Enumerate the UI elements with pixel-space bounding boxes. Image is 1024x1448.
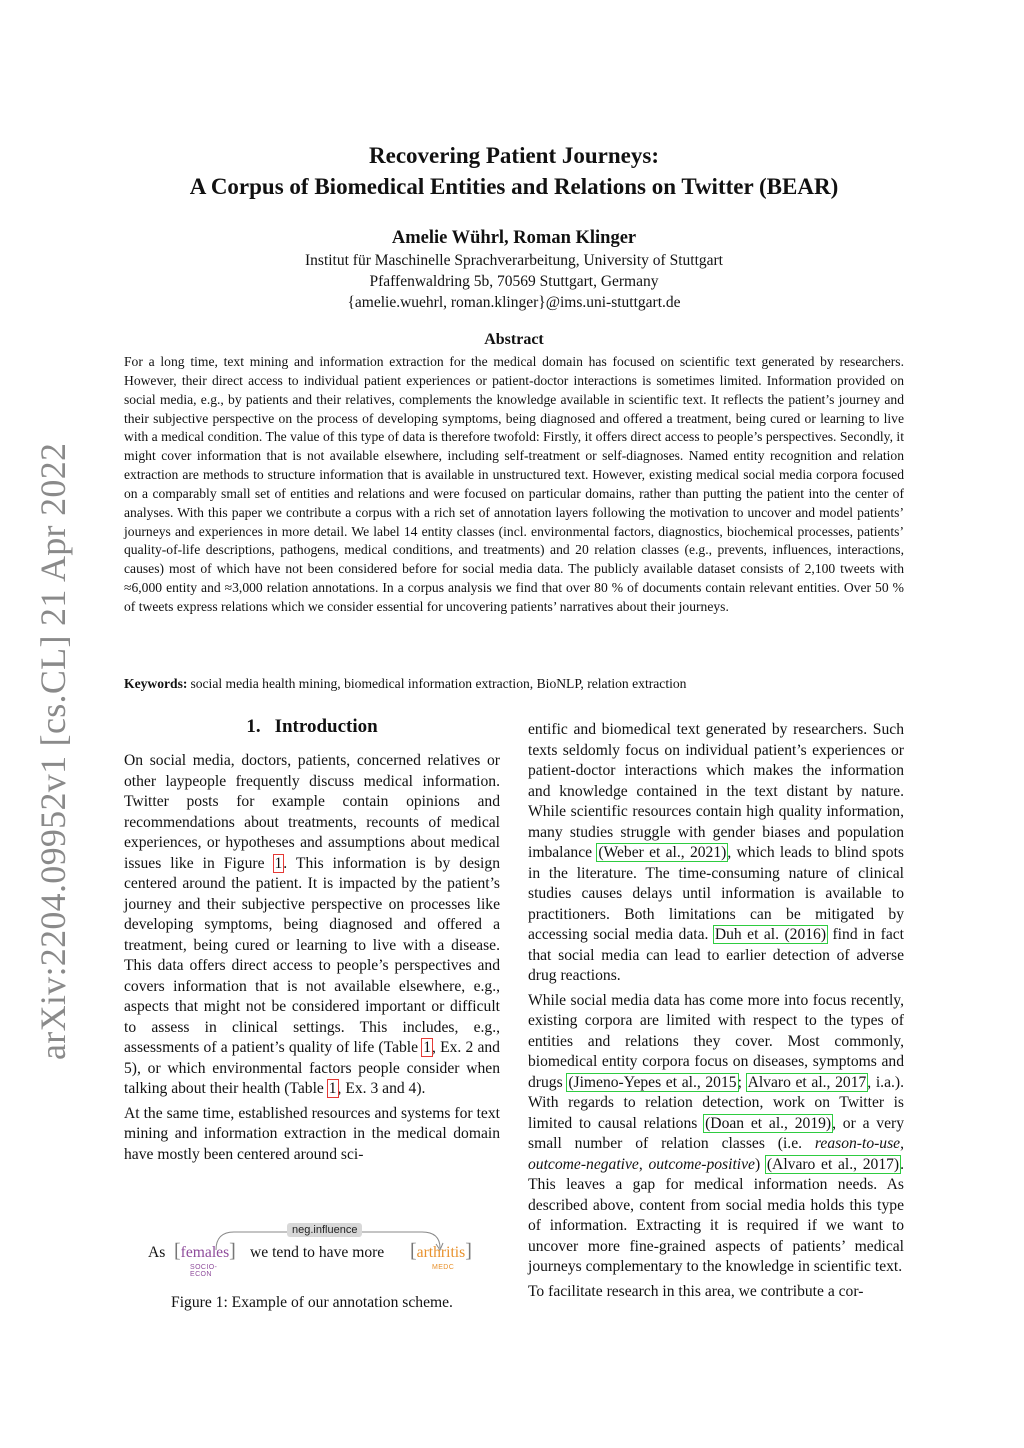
citation-duh-2016[interactable]: Duh et al. (2016) xyxy=(714,926,827,943)
keywords-text: social media health mining, biomedical information extraction, BioNLP, relation extraction xyxy=(190,676,687,691)
authors: Amelie Wührl, Roman Klinger xyxy=(391,228,637,248)
keywords-label: Keywords: xyxy=(124,676,188,691)
figure-reference[interactable]: 1 xyxy=(274,854,283,872)
figure-token-middle: we tend to have more xyxy=(250,1244,385,1261)
keywords xyxy=(124,674,904,693)
entity-females: [females] SOCIO-ECON xyxy=(174,1240,236,1278)
citation-alvaro-2017[interactable]: Alvaro et al., 2017 xyxy=(747,1073,867,1091)
entity-arthritis: [arthritis] MEDC xyxy=(410,1240,472,1271)
paper-title-line2: A Corpus of Biomedical Entities and Relations on Twitter (BEAR) xyxy=(189,174,839,199)
intro-paragraph-3: entific and biomedical text generated by researchers. Such texts seldomly focus on individual patient’s experiences or patient-doctor interactions which makes the information and knowledge contained in the text distant by nature. While scientific resources contain high quality information, many studies struggle with gender biases and population imbalance (Weber et al., 2021), which leads to blind spots in the literature. The time-consuming nature of clinical studies causes delays until information is available to practitioners. Both limitations can be mitigated by accessing social media data. Duh et al. (2016) find in fact that social media can lead to earlier detection of adverse drug reactions. xyxy=(528,721,904,984)
entity-females-label: SOCIO-ECON xyxy=(190,1264,218,1278)
section-number: 1. xyxy=(246,716,261,737)
intro-paragraph-2: At the same time, established resources and systems for text mining and information extraction in the medical domain have mostly been centered around sci- xyxy=(124,1104,500,1163)
affiliation-email[interactable]: {amelie.wuehrl, roman.klinger}@ims.uni-stuttgart.de xyxy=(347,294,681,311)
abstract-text: For a long time, text mining and information extraction for the medical domain has focused on scientific text generated by researchers. However, their direct access to individual patient experiences or patient-doctor interactions is sometimes limited. Information provided on social media, e.g., by patients and their relatives, complements the knowledge available in scientific text. It reflects the patient’s journey and their subjective perspective on the process of developing symptoms, being diagnosed and offered a treatment, being cured or learning to live with a medical condition. The value of this type of data is therefore twofold: Firstly, it offers direct access to people’s perspectives. Secondly, it might cover information that is not available elsewhere, including self-treatment or self-diagnoses. Named entity recognition and relation extraction are methods to structure information that is available in unstructured text. However, existing medical social media corpora focused on a comparably small set of entities and relations and were focused on particular domains, rather than putting the patient into the center of analyses. With this paper we contribute a corpus with a rich set of annotation layers following the motivation to uncover and model patients’ journeys and experiences in more detail. We label 14 entity classes (incl. environmental factors, diagnostics, biochemical processes, patients’ quality-of-life descriptions, pathogens, medical conditions, and treatments) and 20 relation classes (e.g., prevents, influences, interactions, causes) most of which have not been considered before for social media data. The publicly available dataset consists of 2,100 tweets with ≈6,000 entity and ≈3,000 relation annotations. In a corpus analysis we find that over 80 % of documents contain relevant entities. Over 50 % of tweets express relations which we consider essential for uncovering patients’ narratives about their journeys. xyxy=(124,354,904,614)
section-heading-introduction xyxy=(124,716,500,738)
entity-arthritis-text: arthritis xyxy=(416,1244,466,1261)
affiliation-institute: Institut für Maschinelle Sprachverarbeitung, University of Stuttgart xyxy=(305,252,723,269)
left-column xyxy=(124,751,500,1169)
table-reference[interactable]: 1 xyxy=(423,1039,432,1056)
intro-paragraph-1: On social media, doctors, patients, concerned relatives or other laypeople frequently discuss medical information. Twitter posts for example contain opinions and recommendations about treatments, recounts of medical experiences, or hypotheses and assumptions about medical issues like in Figure 1. This information is by design centered around the patient. It is impacted by the patient’s journey and their subjective perspective on processes like developing symptoms, being diagnosed and offered a treatment, being cured or learning to live with a disease. This data offers direct access to people’s perspectives and covers information that is not available elsewhere, e.g., aspects that might not be considered important or difficult to assess in clinical settings. This includes, e.g., assessments of a patient’s quality of life (Table 1, Ex. 2 and 5), or which environmental factors people consider when talking about their health (Table 1, Ex. 3 and 4). xyxy=(124,752,500,1097)
citation-doan-2019[interactable]: (Doan et al., 2019) xyxy=(705,1114,832,1132)
right-column xyxy=(528,720,904,1306)
relation-label: neg.influence xyxy=(287,1223,362,1237)
entity-females-text: females xyxy=(180,1244,230,1261)
affiliation-address: Pfaffenwaldring 5b, 70569 Stuttgart, Germany xyxy=(369,273,659,290)
figure-annotation-example xyxy=(130,1218,490,1278)
entity-arthritis-label: MEDC xyxy=(432,1264,455,1271)
intro-paragraph-4: While social media data has come more into focus recently, existing corpora are limited with respect to the types of entities and relations they cover. Most commonly, biomedical entity corpora focus on diseases, symptoms and drugs (Jimeno-Yepes et al., 2015; Alvaro et al., 2017, i.a.). With regards to relation detection, work on Twitter is limited to causal relations (Doan et al., 2019), or a very small number of relation classes (i.e. reason-to-use, outcome-negative, outcome-positive) (Alvaro et al., 2017). This leaves a gap for medical information needs. As described above, content from social media holds this type of information. Extracting it is required if we want to uncover more fine-grained aspects of patients’ medical journeys complementary to the knowledge in scientific text. xyxy=(528,991,905,1275)
citation-weber-2021[interactable]: (Weber et al., 2021) xyxy=(598,844,727,861)
citation-alvaro-2017[interactable]: (Alvaro et al., 2017) xyxy=(766,1155,900,1173)
intro-paragraph-5: To facilitate research in this area, we contribute a cor- xyxy=(528,1282,864,1300)
title-block xyxy=(120,140,908,313)
section-title: Introduction xyxy=(274,716,378,737)
arxiv-identifier: arXiv:2204.09952v1 [cs.CL] 21 Apr 2022 xyxy=(33,442,73,1060)
figure-token-as: As xyxy=(148,1244,166,1261)
table-reference[interactable]: 1 xyxy=(328,1080,337,1097)
citation-jimeno-yepes-2015[interactable]: (Jimeno-Yepes et al., 2015 xyxy=(568,1073,737,1091)
paper-title-line1: Recovering Patient Journeys: xyxy=(369,143,659,168)
figure-caption: Figure 1: Example of our annotation scheme. xyxy=(171,1294,453,1311)
abstract-heading: Abstract xyxy=(484,331,544,348)
